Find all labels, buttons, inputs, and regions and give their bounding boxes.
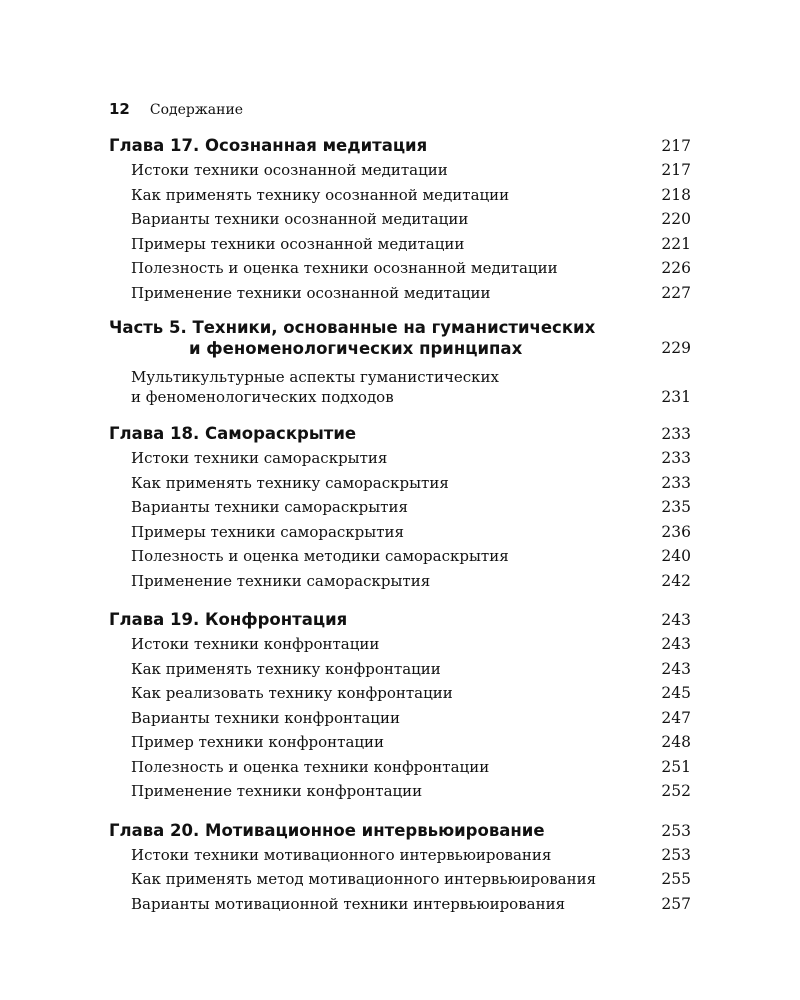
section-page-number: 220 — [661, 210, 691, 228]
section-page-number: 245 — [661, 684, 691, 702]
toc-section[interactable] — [109, 779, 691, 804]
toc-section[interactable] — [109, 471, 691, 496]
section-page-number: 227 — [661, 283, 691, 302]
running-title: Содержание — [149, 102, 244, 118]
section-title: Полезность и оценка техники осознанной медитации — [131, 259, 558, 277]
part-page-number: 229 — [661, 339, 691, 357]
toc-section[interactable] — [109, 706, 691, 731]
toc-chapter-18[interactable] — [109, 422, 691, 446]
section-page-number: 242 — [661, 571, 691, 590]
toc-section[interactable] — [109, 755, 691, 780]
section-title — [131, 367, 499, 407]
toc-section[interactable] — [109, 495, 691, 520]
section-title: Как применять технику осознанной медитации — [131, 185, 510, 204]
section-page-number: 217 — [661, 161, 691, 179]
toc-section[interactable] — [109, 867, 691, 892]
section-title-line-2: и феноменологических подходов — [131, 388, 394, 406]
toc-section[interactable] — [109, 446, 691, 471]
toc-section[interactable] — [109, 544, 691, 569]
running-head — [109, 100, 243, 120]
toc-section[interactable] — [109, 207, 691, 232]
chapter-page-number: 243 — [661, 611, 691, 629]
section-page-number: 247 — [661, 708, 691, 727]
section-title: Примеры техники самораскрытия — [131, 522, 404, 541]
section-title: Как применять технику самораскрытия — [131, 473, 449, 492]
toc-section[interactable] — [109, 892, 691, 917]
chapter-title: Глава 17. Осознанная медитация — [109, 136, 428, 155]
toc-section[interactable] — [109, 657, 691, 682]
toc-section[interactable] — [109, 520, 691, 545]
section-title: Полезность и оценка методики самораскрытия — [131, 547, 509, 565]
part-title — [109, 317, 595, 359]
page-number: 12 — [109, 100, 130, 118]
section-title-line-1: Мультикультурные аспекты гуманистических — [131, 368, 499, 386]
section-page-number: 257 — [661, 894, 691, 913]
toc-part-5[interactable] — [109, 317, 691, 359]
section-title: Истоки техники конфронтации — [131, 635, 380, 653]
section-title: Варианты мотивационной техники интервьюирования — [131, 894, 566, 913]
section-title: Как реализовать технику конфронтации — [131, 684, 453, 702]
toc-section-part-intro[interactable] — [109, 367, 691, 407]
toc-chapter-20[interactable] — [109, 819, 691, 843]
section-title: Применение техники осознанной медитации — [131, 283, 491, 302]
chapter-title: Глава 20. Мотивационное интервьюирование — [109, 820, 545, 840]
part-title-line-1: Часть 5. Техники, основанные на гуманистических — [109, 318, 596, 337]
section-page-number: 221 — [661, 234, 691, 253]
toc-section[interactable] — [109, 232, 691, 257]
section-page-number: 255 — [661, 870, 691, 888]
chapter-title: Глава 18. Самораскрытие — [109, 424, 357, 443]
part-title-line-2: и феноменологических принципах — [189, 339, 523, 358]
toc-section[interactable] — [109, 730, 691, 755]
toc-section[interactable] — [109, 281, 691, 306]
section-title: Варианты техники самораскрытия — [131, 498, 408, 516]
section-title: Варианты техники конфронтации — [131, 708, 400, 727]
section-page-number: 251 — [661, 757, 691, 776]
toc-section[interactable] — [109, 843, 691, 868]
section-title: Истоки техники осознанной медитации — [131, 161, 448, 179]
section-page-number: 252 — [661, 782, 691, 800]
section-page-number: 218 — [661, 185, 691, 204]
section-page-number: 233 — [661, 473, 691, 492]
chapter-page-number: 217 — [661, 137, 691, 155]
section-title: Примеры техники осознанной медитации — [131, 234, 465, 253]
section-page-number: 235 — [661, 498, 691, 516]
chapter-page-number: 233 — [661, 425, 691, 443]
toc-chapter-19[interactable] — [109, 608, 691, 632]
section-page-number: 226 — [661, 259, 691, 277]
section-title: Истоки техники мотивационного интервьюирования — [131, 845, 552, 864]
section-title: Как применять технику конфронтации — [131, 659, 441, 678]
section-page-number: 233 — [661, 449, 691, 467]
toc-section[interactable] — [109, 632, 691, 657]
chapter-page-number: 253 — [661, 821, 691, 840]
toc-chapter-17[interactable] — [109, 134, 691, 158]
section-page-number: 253 — [661, 845, 691, 864]
section-title: Применение техники самораскрытия — [131, 571, 431, 590]
section-page-number: 236 — [661, 522, 691, 541]
toc-section[interactable] — [109, 681, 691, 706]
toc-section[interactable] — [109, 256, 691, 281]
section-title: Как применять метод мотивационного интервьюирования — [131, 870, 597, 888]
section-title: Полезность и оценка техники конфронтации — [131, 757, 490, 776]
section-page-number: 248 — [661, 733, 691, 751]
toc-section[interactable] — [109, 569, 691, 594]
toc-section[interactable] — [109, 158, 691, 183]
toc-section[interactable] — [109, 183, 691, 208]
section-title: Варианты техники осознанной медитации — [131, 210, 469, 228]
table-of-contents — [109, 134, 691, 916]
section-page-number: 243 — [661, 635, 691, 653]
section-title: Истоки техники самораскрытия — [131, 449, 388, 467]
section-page-number: 243 — [661, 659, 691, 678]
section-title: Применение техники конфронтации — [131, 782, 423, 800]
section-title: Пример техники конфронтации — [131, 733, 385, 751]
section-page-number: 231 — [661, 388, 691, 406]
section-page-number: 240 — [661, 547, 691, 565]
chapter-title: Глава 19. Конфронтация — [109, 610, 348, 629]
